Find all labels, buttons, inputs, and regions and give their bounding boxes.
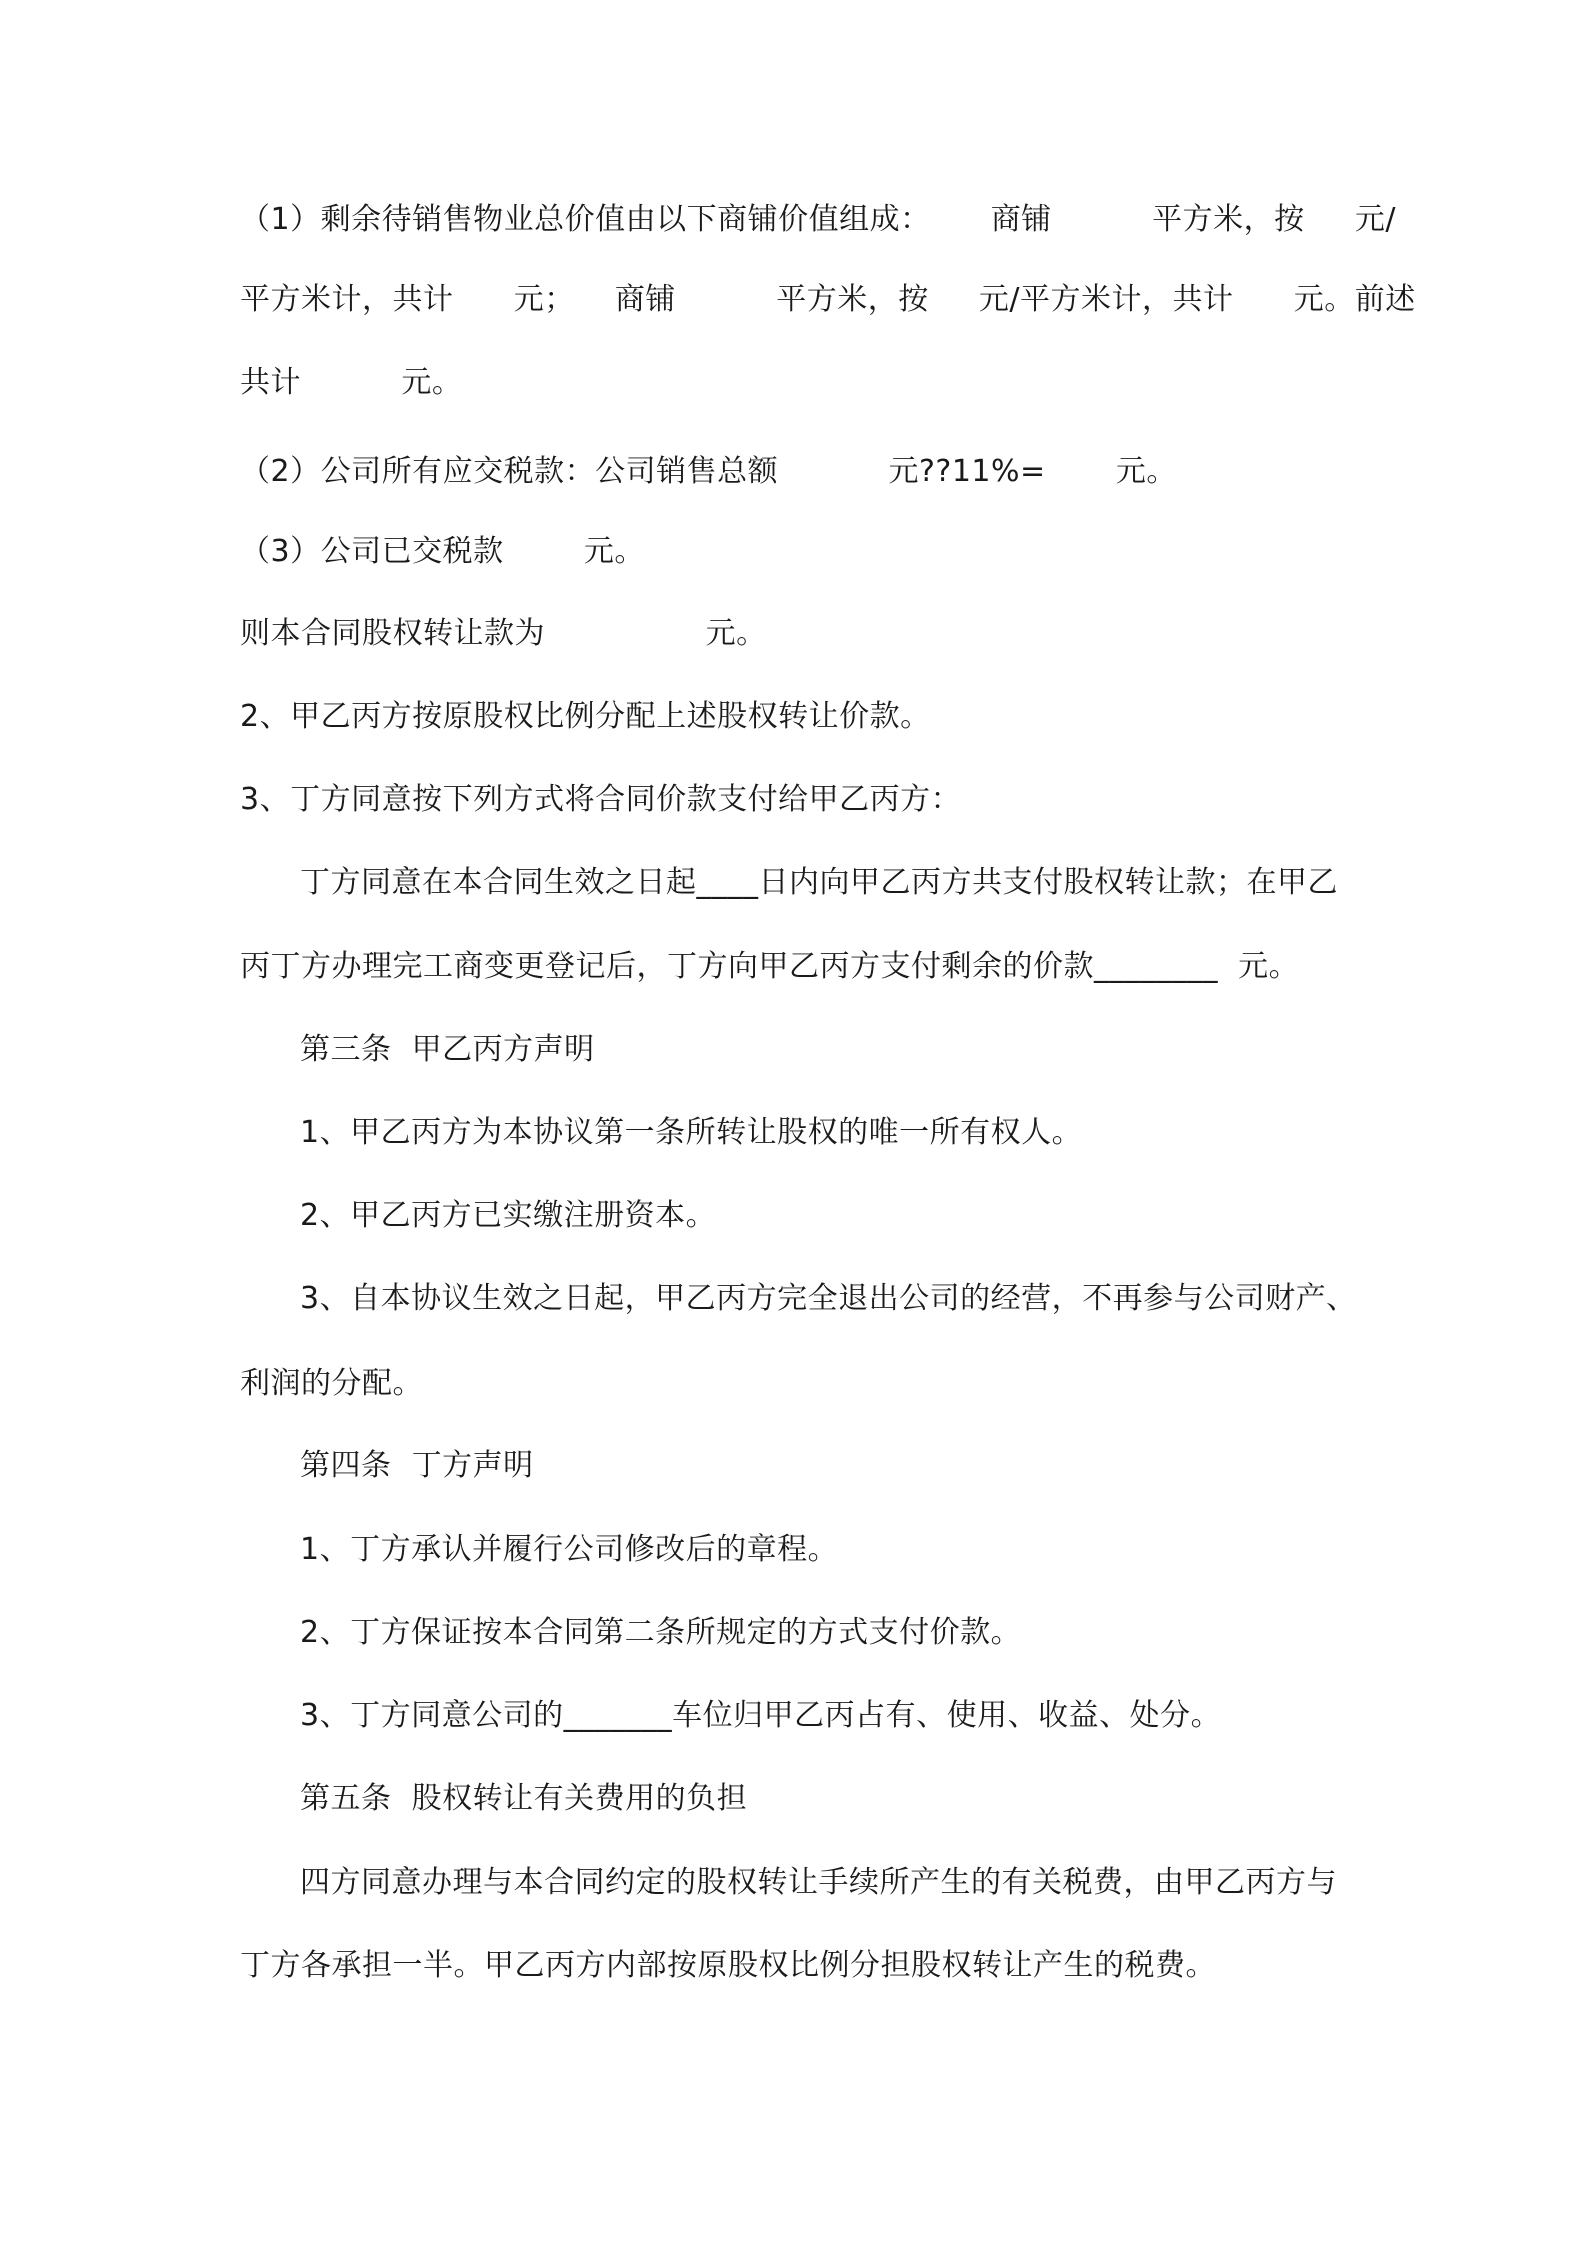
text-line: 3、丁方同意公司的_______车位归甲乙丙占有、使用、收益、处分。 <box>300 1698 1222 1733</box>
section-heading: 第四条 丁方声明 <box>300 1448 534 1483</box>
section-heading: 第五条 股权转让有关费用的负担 <box>300 1781 748 1816</box>
text-line: （1）剩余待销售物业总价值由以下商铺价值组成： 商铺 平方米，按 元/ <box>240 202 1396 237</box>
text-line: （2）公司所有应交税款：公司销售总额 元??11%= 元。 <box>240 454 1177 489</box>
text-line: 1、丁方承认并履行公司修改后的章程。 <box>300 1532 839 1567</box>
text-line: 2、丁方保证按本合同第二条所规定的方式支付价款。 <box>300 1615 1022 1650</box>
text-line: 丙丁方办理完工商变更登记后，丁方向甲乙丙方支付剩余的价款________ 元。 <box>240 949 1300 984</box>
text-line: 2、甲乙丙方按原股权比例分配上述股权转让价款。 <box>240 699 931 734</box>
text-line: 1、甲乙丙方为本协议第一条所转让股权的唯一所有权人。 <box>300 1115 1083 1150</box>
text-line: （3）公司已交税款 元。 <box>240 534 645 569</box>
text-line: 平方米计，共计 元； 商铺 平方米，按 元/平方米计，共计 元。前述 <box>240 282 1416 317</box>
text-line: 丁方各承担一半。甲乙丙方内部按原股权比例分担股权转让产生的税费。 <box>240 1948 1216 1983</box>
text-line: 四方同意办理与本合同约定的股权转让手续所产生的有关税费，由甲乙丙方与 <box>300 1865 1337 1900</box>
text-line: 2、甲乙丙方已实缴注册资本。 <box>300 1198 717 1233</box>
text-line: 则本合同股权转让款为 元。 <box>240 616 767 651</box>
text-line: 利润的分配。 <box>240 1366 423 1401</box>
text-line: 共计 元。 <box>240 365 463 400</box>
section-heading: 第三条 甲乙丙方声明 <box>300 1032 595 1067</box>
text-line: 3、自本协议生效之日起，甲乙丙方完全退出公司的经营，不再参与公司财产、 <box>300 1281 1357 1316</box>
text-line: 丁方同意在本合同生效之日起____日内向甲乙丙方共支付股权转让款；在甲乙 <box>300 865 1338 900</box>
text-line: 3、丁方同意按下列方式将合同价款支付给甲乙丙方： <box>240 782 962 817</box>
